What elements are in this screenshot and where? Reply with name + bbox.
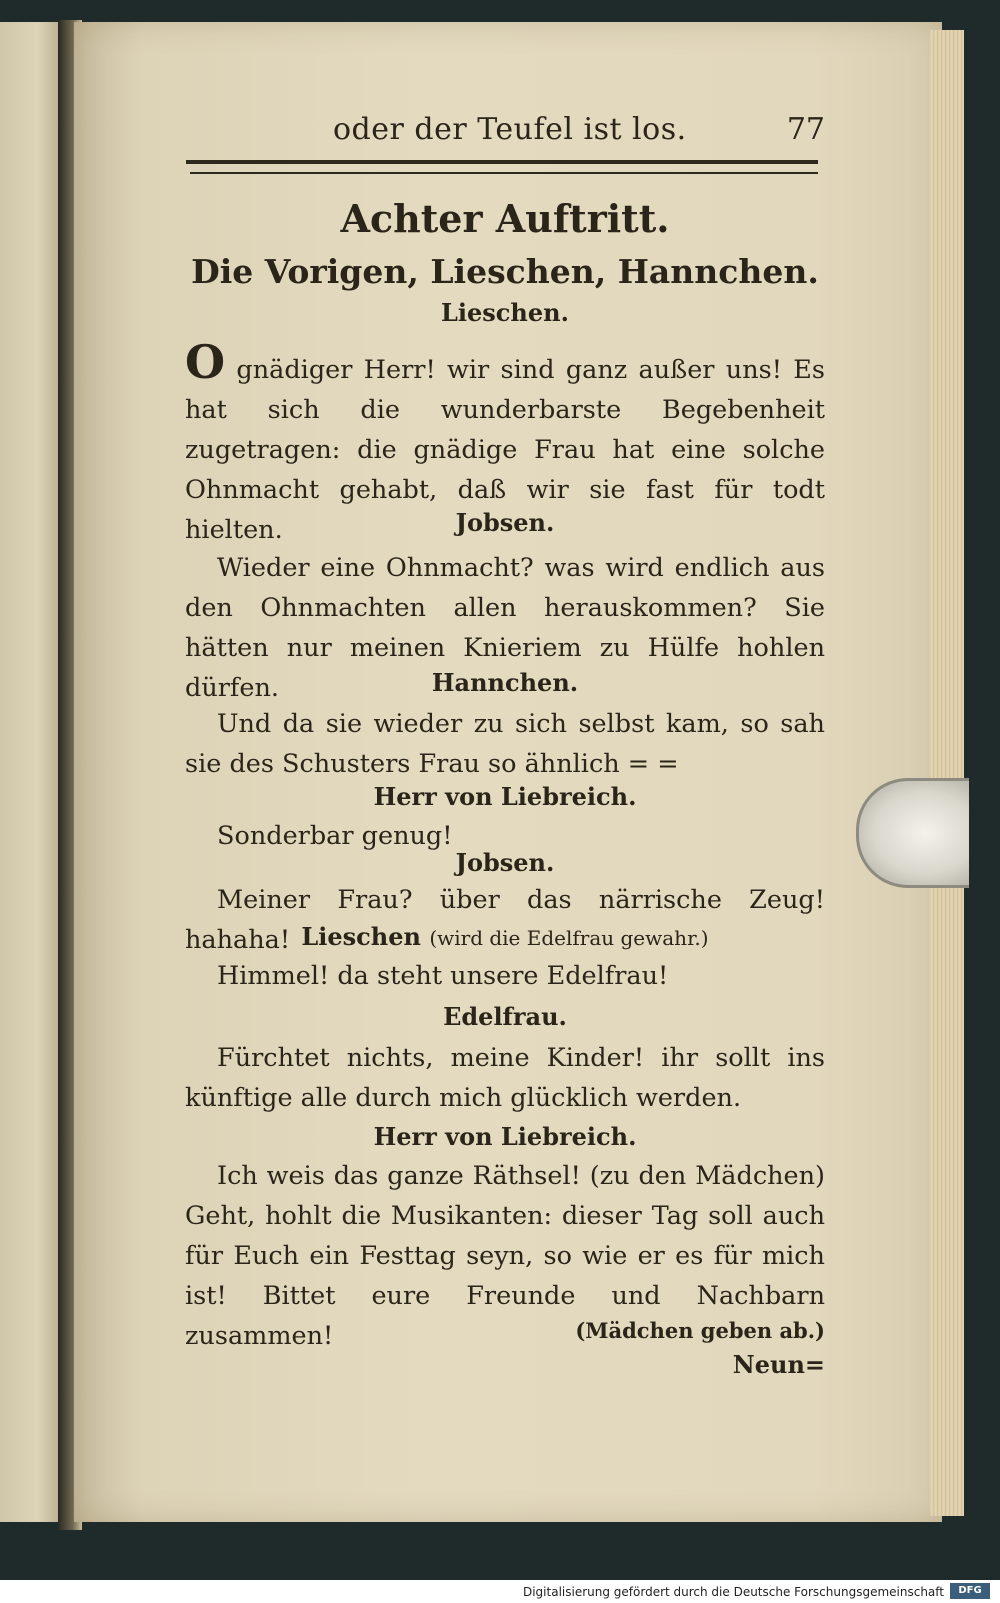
speech-text: Ich weis das ganze Räthsel! (zu den Mädchen) Geht, hohlt die Musikanten: dieser Tag soll auch für Euch ein Festtag seyn, so wie er es für mich ist! Bittet eure Freunde und Nachbarn zusammen!: [185, 1161, 825, 1351]
speech-text: Wieder eine Ohnmacht? was wird endlich aus den Ohnmachten allen herauskommen? Sie hätten nur meinen Knieriem zu Hülfe hohlen dürfen.: [185, 553, 825, 703]
speech-text: Fürchtet nichts, meine Kinder! ihr sollt ins künftige alle durch mich glücklich werden.: [185, 1043, 825, 1113]
cast-list: Die Vorigen, Lieschen, Hannchen.: [191, 252, 819, 291]
speech-text: Sonderbar genug!: [217, 821, 453, 851]
facing-page-edge: [0, 22, 62, 1522]
speaker-name: Hannchen.: [431, 668, 579, 697]
stage-direction: (wird die Edelfrau gewahr.): [429, 926, 709, 950]
scene-title: Achter Auftritt.: [340, 196, 670, 241]
funding-credit: Digitalisierung gefördert durch die Deutsche Forschungsgemeinschaft: [522, 1585, 944, 1599]
speaker-line: [185, 922, 825, 951]
speaker-name: Jobsen.: [455, 848, 555, 877]
speaker-name: Edelfrau.: [443, 1002, 567, 1031]
header-rule-thick: [186, 160, 818, 164]
speaker-name: Lieschen.: [441, 298, 569, 327]
speech-body: gnädiger Herr! wir sind ganz außer uns! Es hat sich die wunderbarste Begebenheit zugetragen: die gnädige Frau hat eine solche Ohnmacht gehabt, daß wir sie fast für todt hielten.: [185, 355, 826, 545]
speech-text: Und da sie wieder zu sich selbst kam, so sah sie des Schusters Frau so ähnlich = =: [185, 709, 825, 779]
drop-initial: O: [185, 335, 226, 389]
speech-text: Himmel! da steht unsere Edelfrau!: [217, 961, 669, 991]
speaker-name: Herr von Liebreich.: [373, 782, 637, 811]
exit-stage-direction: (Mädchen geben ab.): [575, 1318, 825, 1343]
speech-text: Meiner Frau? über das närrische Zeug! hahaha!: [185, 885, 825, 955]
speaker-name: Lieschen: [301, 922, 421, 951]
catchword: Neun=: [732, 1350, 825, 1379]
running-head-title: oder der Teufel ist los.: [333, 112, 687, 147]
speaker-name: Jobsen.: [455, 508, 555, 537]
page-clip: [856, 778, 969, 888]
running-header: [185, 112, 825, 154]
header-rule-thin: [190, 172, 818, 174]
page-fore-edge: [930, 30, 964, 1516]
page-number: 77: [786, 112, 825, 147]
dfg-logo: DFG: [950, 1583, 990, 1599]
speaker-name: Herr von Liebreich.: [373, 1122, 637, 1151]
